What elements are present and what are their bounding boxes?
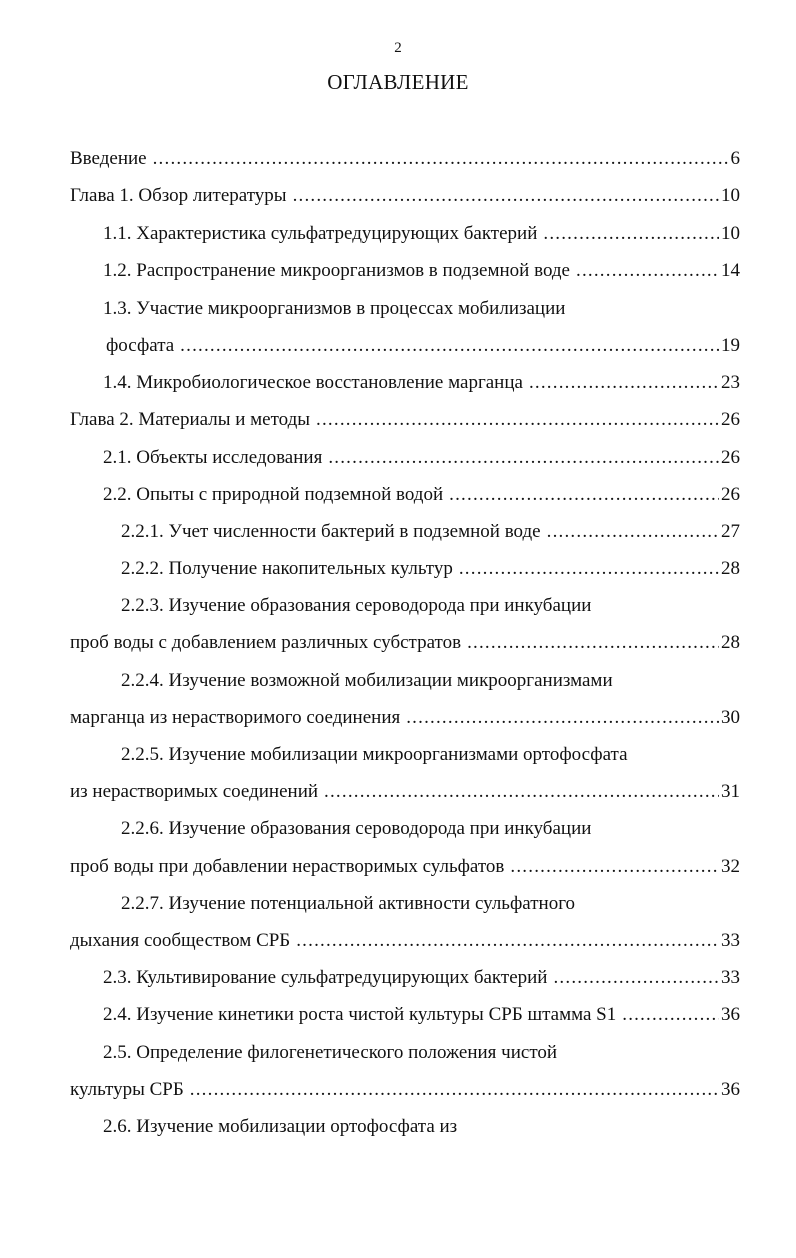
toc-entry[interactable] xyxy=(121,741,740,769)
toc-entry[interactable] xyxy=(70,182,740,210)
dot-leader xyxy=(293,182,719,210)
toc-entry-label: 2.2.1. Учет численности бактерий в подземной воде xyxy=(121,521,541,542)
toc-entry[interactable] xyxy=(103,369,740,397)
toc-entry-page: 28 xyxy=(721,558,740,579)
toc-entry[interactable] xyxy=(103,481,740,509)
page-number: 2 xyxy=(394,40,402,56)
toc-entry-page: 36 xyxy=(721,1004,740,1025)
dot-leader xyxy=(510,853,719,881)
toc-entry[interactable] xyxy=(70,704,740,732)
toc-entry[interactable] xyxy=(103,295,740,323)
toc-entry[interactable] xyxy=(121,667,740,695)
toc-entry-label: Глава 1. Обзор литературы xyxy=(70,185,287,206)
toc-entry-page: 26 xyxy=(721,447,740,468)
toc-entry-label: 2.2.4. Изучение возможной мобилизации микроорганизмами xyxy=(121,670,613,691)
toc-entry-page: 10 xyxy=(721,223,740,244)
toc-entry-page: 23 xyxy=(721,372,740,393)
toc-entry-page: 30 xyxy=(721,707,740,728)
toc-entry-label: 2.2.6. Изучение образования сероводорода при инкубации xyxy=(121,818,592,839)
toc-entry-label: 1.3. Участие микроорганизмов в процессах мобилизации xyxy=(103,298,566,319)
toc-entry-label: Введение xyxy=(70,148,147,169)
toc-entry-label: 2.6. Изучение мобилизации ортофосфата из xyxy=(103,1116,458,1137)
toc-entry[interactable] xyxy=(70,927,740,955)
toc-entry-page: 19 xyxy=(721,335,740,356)
toc-entry[interactable] xyxy=(103,1039,740,1067)
dot-leader xyxy=(296,927,719,955)
toc-entry-label: 2.2. Опыты с природной подземной водой xyxy=(103,484,444,505)
dot-leader xyxy=(406,704,719,732)
page-title: ОГЛАВЛЕНИЕ xyxy=(327,70,469,94)
dot-leader xyxy=(180,332,719,360)
toc-entry-label: 2.4. Изучение кинетики роста чистой культуры СРБ штамма S1 xyxy=(103,1004,617,1025)
toc-entry-label: 2.2.7. Изучение потенциальной активности сульфатного xyxy=(121,893,576,914)
dot-leader xyxy=(449,481,719,509)
toc-entry-label: проб воды с добавлением различных субстратов xyxy=(70,632,462,653)
dot-leader xyxy=(547,518,719,546)
toc-entry-page: 14 xyxy=(721,260,740,281)
dot-leader xyxy=(153,145,729,173)
toc-entry-label: 2.2.2. Получение накопительных культур xyxy=(121,558,453,579)
toc-entry[interactable] xyxy=(70,778,740,806)
toc-entry-label: 2.3. Культивирование сульфатредуцирующих бактерий xyxy=(103,967,548,988)
dot-leader xyxy=(622,1001,719,1029)
toc-entry[interactable] xyxy=(70,145,740,173)
toc-entry[interactable] xyxy=(103,444,740,472)
toc-entry[interactable] xyxy=(106,332,740,360)
dot-leader xyxy=(316,406,719,434)
dot-leader xyxy=(459,555,719,583)
toc-entry[interactable] xyxy=(70,629,740,657)
toc-entry-label: Глава 2. Материалы и методы xyxy=(70,409,311,430)
dot-leader xyxy=(467,629,719,657)
toc-entry-label: 1.2. Распространение микроорганизмов в подземной воде xyxy=(103,260,570,281)
toc-entry-page: 28 xyxy=(721,632,740,653)
dot-leader xyxy=(543,220,719,248)
toc-entry-page: 32 xyxy=(721,856,740,877)
dot-leader xyxy=(529,369,719,397)
toc-entry-page: 31 xyxy=(721,781,740,802)
toc-entry[interactable] xyxy=(70,1076,740,1104)
dot-leader xyxy=(553,964,719,992)
toc-entry-page: 36 xyxy=(721,1079,740,1100)
toc-entry[interactable] xyxy=(103,1001,740,1029)
toc-entry-label: 1.4. Микробиологическое восстановление марганца xyxy=(103,372,523,393)
toc-entry-label: дыхания сообществом СРБ xyxy=(70,930,291,951)
toc-entry-label: 2.2.5. Изучение мобилизации микроорганизмами ортофосфата xyxy=(121,744,628,765)
toc-entry[interactable] xyxy=(70,406,740,434)
toc-entry-page: 6 xyxy=(730,148,740,169)
toc-entry[interactable] xyxy=(103,220,740,248)
dot-leader xyxy=(324,778,719,806)
toc-entry[interactable] xyxy=(121,592,740,620)
toc-entry-page: 26 xyxy=(721,484,740,505)
toc-entry-page: 33 xyxy=(721,967,740,988)
toc-entry-label: 2.1. Объекты исследования xyxy=(103,447,323,468)
toc-entry[interactable] xyxy=(121,890,740,918)
dot-leader xyxy=(328,444,719,472)
toc-entry-page: 33 xyxy=(721,930,740,951)
toc-entry-page: 27 xyxy=(721,521,740,542)
toc-entry-page: 26 xyxy=(721,409,740,430)
toc-entry-label: 2.5. Определение филогенетического положения чистой xyxy=(103,1042,558,1063)
toc-entry-page: 10 xyxy=(721,185,740,206)
toc-entry[interactable] xyxy=(121,815,740,843)
toc-entry-label: из нерастворимых соединений xyxy=(70,781,319,802)
toc-entry-label: 1.1. Характеристика сульфатредуцирующих бактерий xyxy=(103,223,538,244)
dot-leader xyxy=(576,257,719,285)
toc-entry[interactable] xyxy=(103,964,740,992)
toc-entry[interactable] xyxy=(121,518,740,546)
toc-entry-label: 2.2.3. Изучение образования сероводорода при инкубации xyxy=(121,595,592,616)
toc-entry-label: марганца из нерастворимого соединения xyxy=(70,707,401,728)
toc-entry-label: фосфата xyxy=(106,335,175,356)
dot-leader xyxy=(190,1076,719,1104)
toc-entry-label: культуры СРБ xyxy=(70,1079,184,1100)
toc-entry[interactable] xyxy=(103,257,740,285)
toc-entry-label: проб воды при добавлении нерастворимых сульфатов xyxy=(70,856,505,877)
toc-entry[interactable] xyxy=(121,555,740,583)
toc-entry[interactable] xyxy=(103,1113,740,1141)
toc-entry[interactable] xyxy=(70,853,740,881)
